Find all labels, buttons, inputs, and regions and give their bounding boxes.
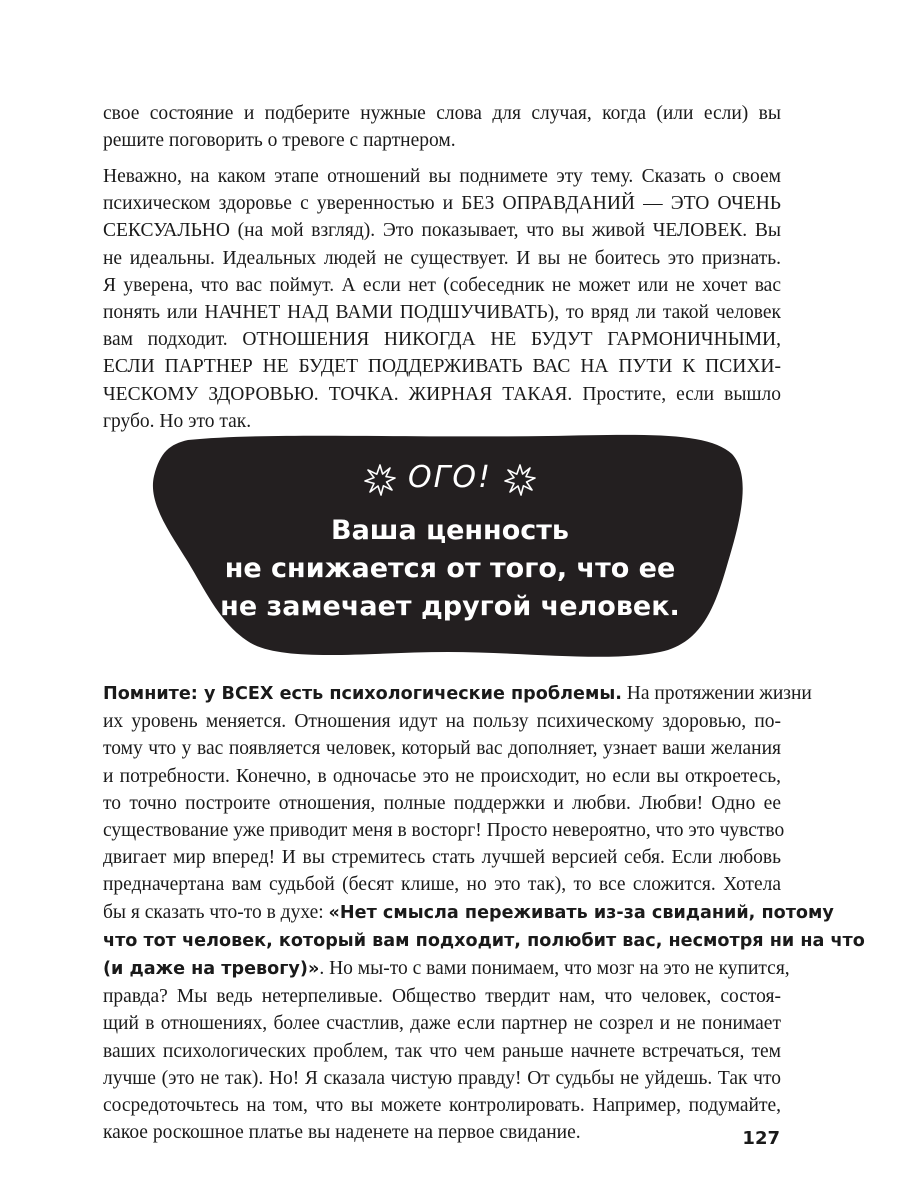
text-line: их уровень меняется. Отношения идут на пользу психическому здоровью, по- xyxy=(103,711,781,733)
text-fragment: бы я сказать что-то в духе: xyxy=(103,901,329,923)
text-line: сосредоточьтесь на том, что вы можете контролировать. Например, подумайте, xyxy=(103,1095,781,1117)
text-line: вам подходит. ОТНОШЕНИЯ НИКОГДА НЕ БУДУТ ГАРМОНИЧНЫМИ, xyxy=(103,329,781,351)
text-line: ЧЕСКОМУ ЗДОРОВЬЮ. ТОЧКА. ЖИРНАЯ ТАКАЯ. Простите, если вышло xyxy=(103,383,781,405)
text-fragment: . Но мы-то с вами понимаем, что мозг на это не купится, xyxy=(319,958,790,980)
bold-quote: что тот человек, который вам подходит, полюбит вас, несмотря ни на что xyxy=(103,930,865,951)
text-fragment: На протяжении жизни xyxy=(621,683,812,704)
text-line: свое состояние и подберите нужные слова для случая, когда (или если) вы xyxy=(103,103,781,124)
text-line: существование уже приводит меня в восторг! Просто невероятно, что это чувство xyxy=(103,820,785,842)
text-line: двигает мир вперед! И вы стремитесь стать лучшей версией себя. Если любовь xyxy=(103,847,781,869)
callout-line: не замечает другой человек. xyxy=(220,591,680,622)
text-line xyxy=(103,955,790,983)
lead-bold-phrase: Помните: у ВСЕХ есть психологические проблемы. xyxy=(103,684,622,704)
bold-quote: «Нет смысла переживать из-за свиданий, потому xyxy=(328,902,834,923)
paragraph-main xyxy=(103,163,781,435)
callout-line: Ваша ценность xyxy=(330,515,569,546)
text-line: какое роскошное платье вы наденете на первое свидание. xyxy=(103,1122,581,1144)
text-line: психическом здоровье с уверенностью и БЕЗ ОПРАВДАНИЙ — ЭТО ОЧЕНЬ xyxy=(103,193,781,215)
text-line: понять или НАЧНЕТ НАД ВАМИ ПОДШУЧИВАТЬ), то вряд ли такой человек xyxy=(103,302,781,324)
text-line: Я уверена, что вас поймут. А если нет (собеседник не может или не хочет вас xyxy=(103,274,781,296)
text-line: не идеальны. Идеальных людей не существует. И вы не боитесь это признать. xyxy=(103,247,781,269)
text-line: ЕСЛИ ПАРТНЕР НЕ БУДЕТ ПОДДЕРЖИВАТЬ ВАС НА ПУТИ К ПСИХИ- xyxy=(103,356,781,378)
text-line: лучше (это не так). Но! Я сказала чистую правду! От судьбы не уйдешь. Так что xyxy=(103,1067,781,1089)
paragraph-remember xyxy=(103,680,865,1146)
text-line: тому что у вас появляется человек, который вас дополняет, узнает ваши желания xyxy=(103,738,781,760)
text-line: то точно построите отношения, полные поддержки и любви. Любви! Одно ее xyxy=(103,792,781,814)
text-line: щий в отношениях, более счастлив, даже если партнер не созрел и не понимает xyxy=(103,1013,781,1035)
text-line: и потребности. Конечно, в одночасье это не происходит, но если вы откроетесь, xyxy=(103,765,781,787)
burst-icon xyxy=(364,464,396,496)
callout-header xyxy=(360,458,540,508)
text-line xyxy=(103,680,812,708)
page-number: 127 xyxy=(742,1128,780,1149)
text-line: ваших психологических проблем, так что чем раньше начнете встречаться, тем xyxy=(103,1040,781,1062)
text-line xyxy=(103,927,865,955)
bold-quote: (и даже на тревогу)» xyxy=(103,959,320,980)
text-line: решите поговорить о тревоге с партнером. xyxy=(103,130,456,152)
paragraph-intro xyxy=(103,100,781,154)
text-line: правда? Мы ведь нетерпеливые. Общество твердит нам, что человек, состоя- xyxy=(103,986,781,1008)
text-line: Неважно, на каком этапе отношений вы поднимете эту тему. Сказать о своем xyxy=(103,166,781,187)
callout-header-word: ОГО! xyxy=(408,460,492,495)
burst-icon xyxy=(504,464,536,496)
text-line: предначертана вам судьбой (бесят клише, но это так), то все сложится. Хотела xyxy=(103,874,781,896)
text-line: СЕКСУАЛЬНО (на мой взгляд). Это показывает, что вы живой ЧЕЛОВЕК. Вы xyxy=(103,220,781,242)
text-line xyxy=(103,899,834,927)
callout-line: не снижается от того, что ее xyxy=(224,553,676,584)
text-line: грубо. Но это так. xyxy=(103,410,252,432)
